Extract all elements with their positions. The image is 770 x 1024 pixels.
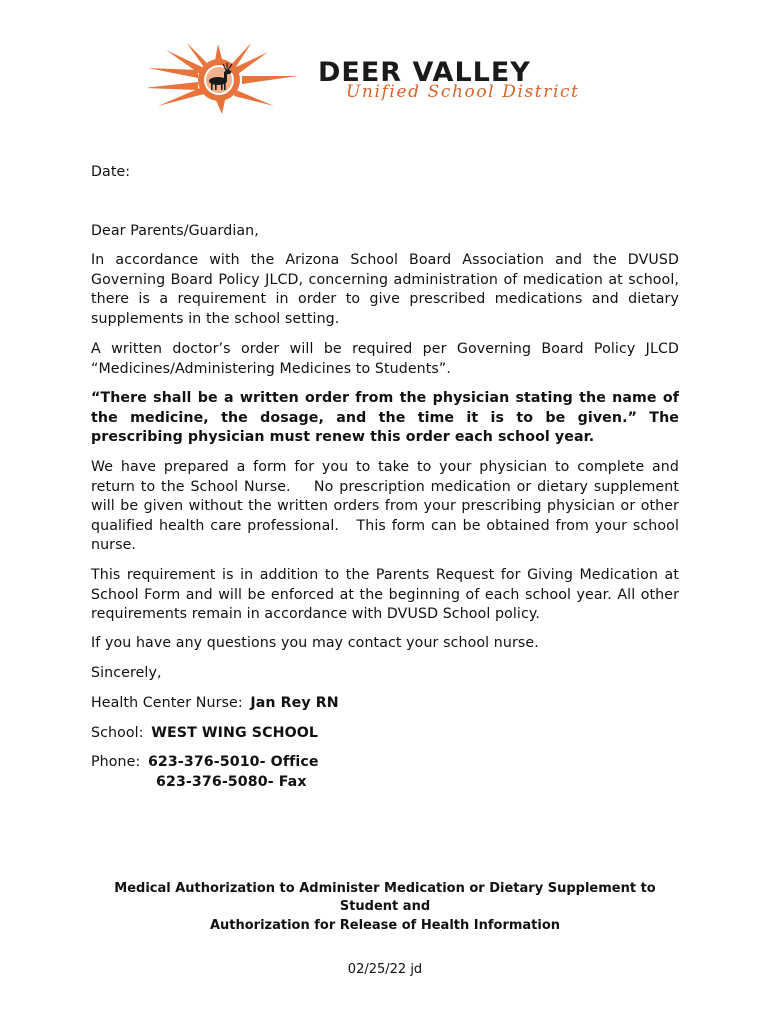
footer-line-1: Medical Authorization to Administer Medication or Dietary Supplement to <box>114 881 656 896</box>
phone-line <box>91 753 679 773</box>
paragraph-quote: “There shall be a written order from the physician stating the name of the medicine, the dosage, and the time it is to be given.” The prescribing physician must renew this order each school year. <box>91 390 679 446</box>
paragraph-doctor-order: A written doctor’s order will be required per Governing Board Policy JLCD “Medicines/Administering Medicines to Students”. <box>91 341 679 377</box>
district-logo <box>148 44 628 116</box>
paragraph-questions: If you have any questions you may contact your school nurse. <box>91 635 539 651</box>
paragraph-policy: In accordance with the Arizona School Board Association and the DVUSD Governing Board Policy JLCD, concerning administration of medication at school, there is a requirement in order to give prescribed medications and dietary supplements in the school setting. <box>91 252 679 327</box>
school-line <box>91 724 679 744</box>
salutation: Dear Parents/Guardian, <box>91 223 259 239</box>
school-label: School: <box>91 725 144 741</box>
paragraph-requirement: This requirement is in addition to the Parents Request for Giving Medication at School Form and will be enforced at the beginning of each school year. All other requirements remain in accordance with DVUSD School policy. <box>91 567 679 623</box>
phone-label: Phone: <box>91 754 141 770</box>
paragraph-form <box>91 458 679 556</box>
closing: Sincerely, <box>91 665 162 681</box>
date-label: Date: <box>91 164 131 180</box>
school-name: WEST WING SCHOOL <box>151 725 319 741</box>
footer-line-2: Student and <box>339 899 431 915</box>
district-subtitle: Unified School District <box>346 82 580 102</box>
phone-fax: 623-376-5080- Fax <box>156 774 307 790</box>
district-name: DEER VALLEY <box>318 57 531 88</box>
form-sentence-1: We have prepared a form for you to take to your physician to complete and return to the School Nurse. <box>91 459 679 495</box>
phone-office: 623-376-5010- Office <box>147 754 319 770</box>
footer-line-3: Authorization for Release of Health Information <box>209 917 561 933</box>
nurse-label: Health Center Nurse: <box>91 695 243 711</box>
revision-stamp: 02/25/22 jd <box>347 962 423 977</box>
form-sentence-3: This form can be obtained from your school nurse. <box>91 517 679 554</box>
footer-title <box>91 880 679 935</box>
nurse-name: Jan Rey RN <box>250 695 339 711</box>
nurse-line <box>91 694 679 714</box>
form-sentence-2: No prescription medication or dietary supplement will be given without the written orders from your prescribing physician or other qualified health care professional. <box>91 478 679 534</box>
